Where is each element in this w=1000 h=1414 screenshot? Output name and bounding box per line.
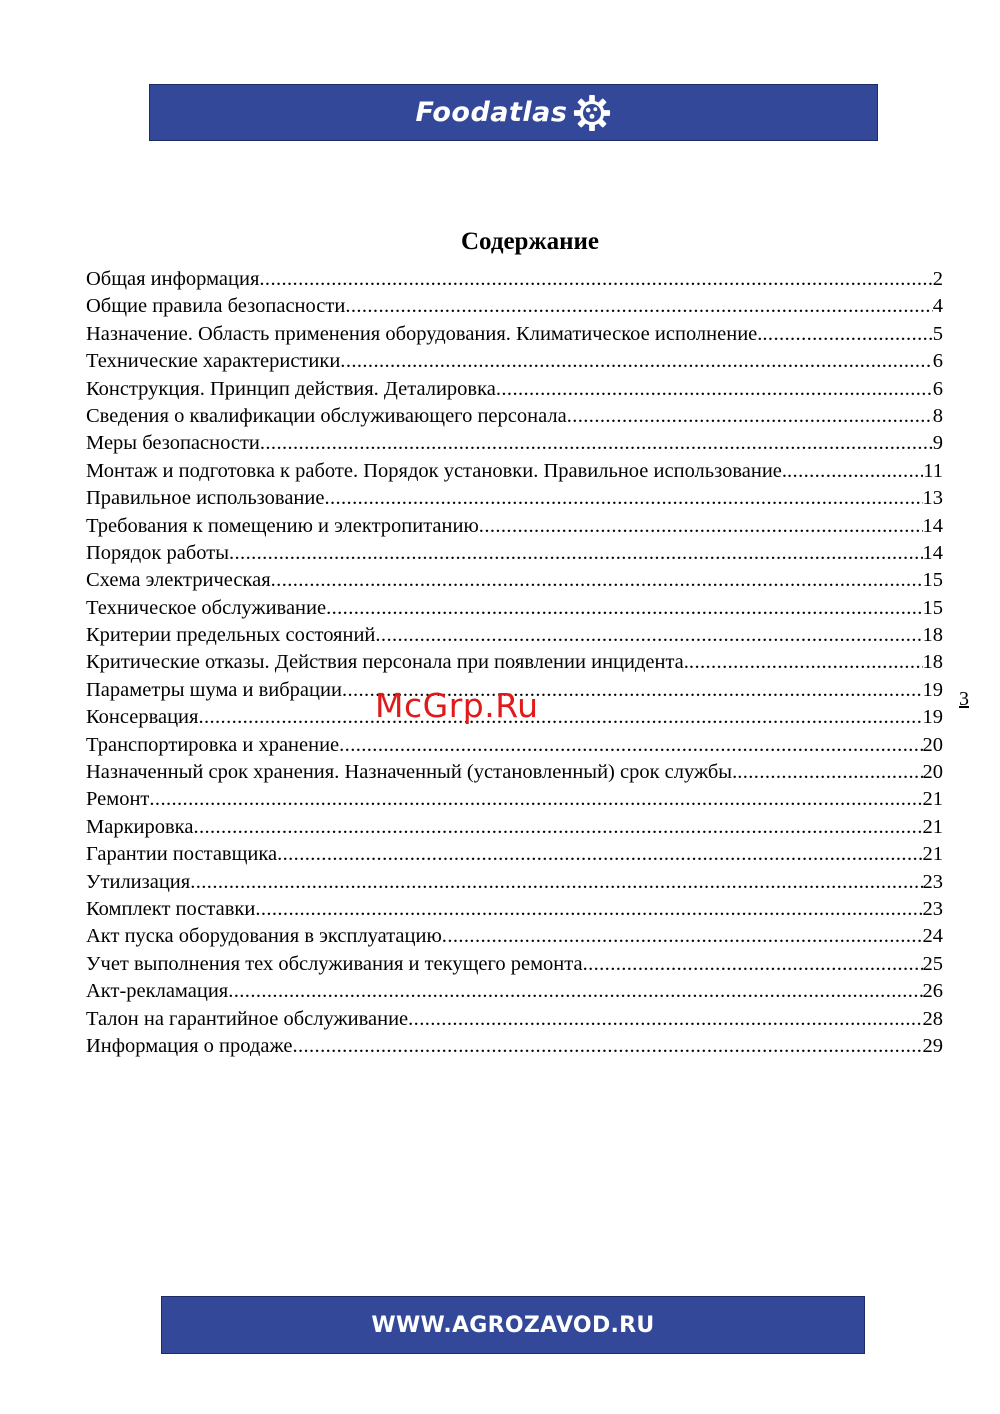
toc-entry-label: Назначенный срок хранения. Назначенный (установленный) срок службы. — [86, 761, 738, 784]
toc-entry-label: Утилизация — [86, 870, 191, 893]
toc-entry-page: 15 — [922, 569, 943, 592]
toc-entry-page: 18 — [922, 624, 943, 647]
toc-entry-label: Параметры шума и вибрации — [86, 678, 342, 701]
toc-dot-leader — [442, 923, 923, 950]
toc-entry-label: Маркировка — [86, 815, 194, 838]
toc-entry[interactable] — [86, 896, 943, 923]
toc-entry-label: Комплект поставки — [86, 897, 256, 920]
toc-entry[interactable] — [86, 513, 943, 540]
toc-entry-page: 14 — [922, 514, 943, 537]
toc-entry-page: 21 — [922, 788, 943, 811]
toc-entry-page: 6 — [932, 350, 943, 373]
footer-banner — [161, 1296, 865, 1354]
header-banner — [149, 84, 878, 141]
toc-entry-label: Монтаж и подготовка к работе. Порядок установки. Правильное использование. — [86, 459, 788, 482]
toc-entry-page: 15 — [922, 596, 943, 619]
toc-entry-label: Сведения о квалификации обслуживающего персонала — [86, 404, 567, 427]
logo-text: Foodatlas — [415, 97, 568, 128]
toc-entry[interactable] — [86, 786, 943, 813]
toc-entry-page: 19 — [922, 678, 943, 701]
toc-entry-page: 9 — [932, 432, 943, 455]
toc-entry[interactable] — [86, 595, 943, 622]
toc-entry[interactable] — [86, 759, 943, 786]
toc-entry-page: 20 — [922, 761, 943, 784]
toc-entry-label: Правильное использование — [86, 487, 325, 510]
toc-entry-page: 8 — [932, 404, 943, 427]
toc-entry-label: Порядок работы — [86, 541, 229, 564]
gear-icon — [573, 94, 611, 132]
toc-entry[interactable] — [86, 293, 943, 320]
toc-entry-label: Общая информация — [86, 268, 260, 290]
toc-entry-page: 20 — [922, 733, 943, 756]
toc-entry[interactable] — [86, 923, 943, 950]
toc-dot-leader — [762, 321, 932, 348]
toc-entry[interactable] — [86, 321, 943, 348]
toc-entry-page: 2 — [932, 268, 943, 290]
toc-entry-page: 21 — [922, 843, 943, 866]
toc-entry-label: Учет выполнения тех обслуживания и текущего ремонта — [86, 952, 583, 975]
toc-entry-label: Общие правила безопасности — [86, 295, 346, 318]
toc-entry-page: 14 — [922, 541, 943, 564]
toc-entry-label: Гарантии поставщика — [86, 843, 278, 866]
toc-entry-label: Ремонт — [86, 788, 150, 811]
toc-dot-leader — [787, 458, 923, 485]
toc-entry-page: 19 — [922, 706, 943, 729]
toc-dot-leader — [292, 1033, 922, 1060]
toc-entry-page: 26 — [922, 980, 943, 1003]
toc-dot-leader — [259, 266, 932, 293]
toc-entry[interactable] — [86, 869, 943, 896]
toc-title: Содержание — [460, 228, 599, 255]
page-number: 3 — [959, 688, 969, 710]
toc-dot-leader — [496, 376, 933, 403]
toc-entry[interactable] — [86, 951, 943, 978]
toc-entry[interactable] — [86, 841, 943, 868]
toc-dot-leader — [271, 567, 923, 594]
toc-dot-leader — [149, 786, 922, 813]
toc-entry[interactable] — [86, 978, 943, 1005]
toc-dot-leader — [339, 732, 922, 759]
toc-entry-page: 23 — [922, 870, 943, 893]
toc-entry-label: Назначение. Область применения оборудования. Климатическое исполнение. — [86, 322, 763, 345]
toc-entry-label: Акт-рекламация — [86, 980, 229, 1003]
toc-entry-page: 11 — [923, 459, 943, 482]
toc-entry-page: 5 — [932, 322, 943, 345]
toc-entry-page: 13 — [922, 487, 943, 510]
toc-entry-page: 29 — [922, 1034, 943, 1057]
toc-dot-leader — [326, 595, 922, 622]
toc-entry-page: 6 — [932, 377, 943, 400]
toc-entry-page: 21 — [922, 815, 943, 838]
toc-entry[interactable] — [86, 622, 943, 649]
toc-dot-leader — [229, 540, 923, 567]
toc-entry-label: Акт пуска оборудования в эксплуатацию — [86, 925, 442, 948]
toc-entry[interactable] — [86, 814, 943, 841]
toc-dot-leader — [340, 348, 932, 375]
toc-entry-label: Требования к помещению и электропитанию — [86, 514, 479, 537]
toc-entry-label: Техническое обслуживание — [86, 596, 327, 619]
toc-entry[interactable] — [86, 732, 943, 759]
toc-entry[interactable] — [86, 458, 943, 485]
toc-entry-label: Информация о продаже — [86, 1034, 293, 1057]
toc-entry[interactable] — [86, 348, 943, 375]
toc-dot-leader — [198, 704, 922, 731]
toc-entry-label: Технические характеристики — [86, 350, 341, 373]
toc-entry-label: Талон на гарантийное обслуживание — [86, 1007, 409, 1030]
watermark: McGrp.Ru — [375, 686, 539, 725]
toc-entry[interactable] — [86, 430, 943, 457]
toc-entry-page: 23 — [922, 897, 943, 920]
toc-entry[interactable] — [86, 567, 943, 594]
toc-entry-page: 18 — [922, 651, 943, 674]
footer-url: WWW.AGROZAVOD.RU — [371, 1312, 655, 1338]
toc-dot-leader — [255, 896, 922, 923]
toc-entry-label: Схема электрическая — [86, 569, 271, 592]
toc-dot-leader — [583, 951, 923, 978]
toc-entry-page: 25 — [922, 952, 943, 975]
toc-dot-leader — [689, 649, 923, 676]
toc-entry-page: 4 — [932, 295, 943, 318]
toc-dot-leader — [567, 403, 933, 430]
toc-entry[interactable] — [86, 403, 943, 430]
toc-entry-label: Конструкция. Принцип действия. Деталировка — [86, 377, 496, 400]
toc-entry-page: 28 — [922, 1007, 943, 1030]
toc-dot-leader — [375, 622, 922, 649]
toc-entry-label: Меры безопасности — [86, 432, 260, 455]
toc-entry-label: Транспортировка и хранение — [86, 733, 340, 756]
toc-dot-leader — [345, 293, 932, 320]
toc-entry-label: Критерии предельных состояний — [86, 624, 376, 647]
toc-dot-leader — [408, 1006, 922, 1033]
toc-entry-page: 24 — [922, 925, 943, 948]
toc-list — [86, 266, 943, 1060]
toc-dot-leader — [277, 841, 922, 868]
toc-dot-leader — [479, 513, 923, 540]
toc-dot-leader — [260, 430, 933, 457]
toc-entry-label: Консервация — [86, 706, 199, 729]
toc-entry-label: Критические отказы. Действия персонала при появлении инцидента. — [86, 651, 689, 674]
toc-entry[interactable] — [86, 376, 943, 403]
toc-entry[interactable] — [86, 649, 943, 676]
toc-entry[interactable] — [86, 485, 943, 512]
toc-entry[interactable] — [86, 266, 943, 293]
toc-dot-leader — [228, 978, 922, 1005]
toc-dot-leader — [193, 814, 922, 841]
toc-dot-leader — [324, 485, 922, 512]
toc-dot-leader — [190, 869, 922, 896]
toc-entry[interactable] — [86, 540, 943, 567]
toc-entry[interactable] — [86, 1033, 943, 1060]
toc-entry[interactable] — [86, 1006, 943, 1033]
toc-dot-leader — [737, 759, 922, 786]
